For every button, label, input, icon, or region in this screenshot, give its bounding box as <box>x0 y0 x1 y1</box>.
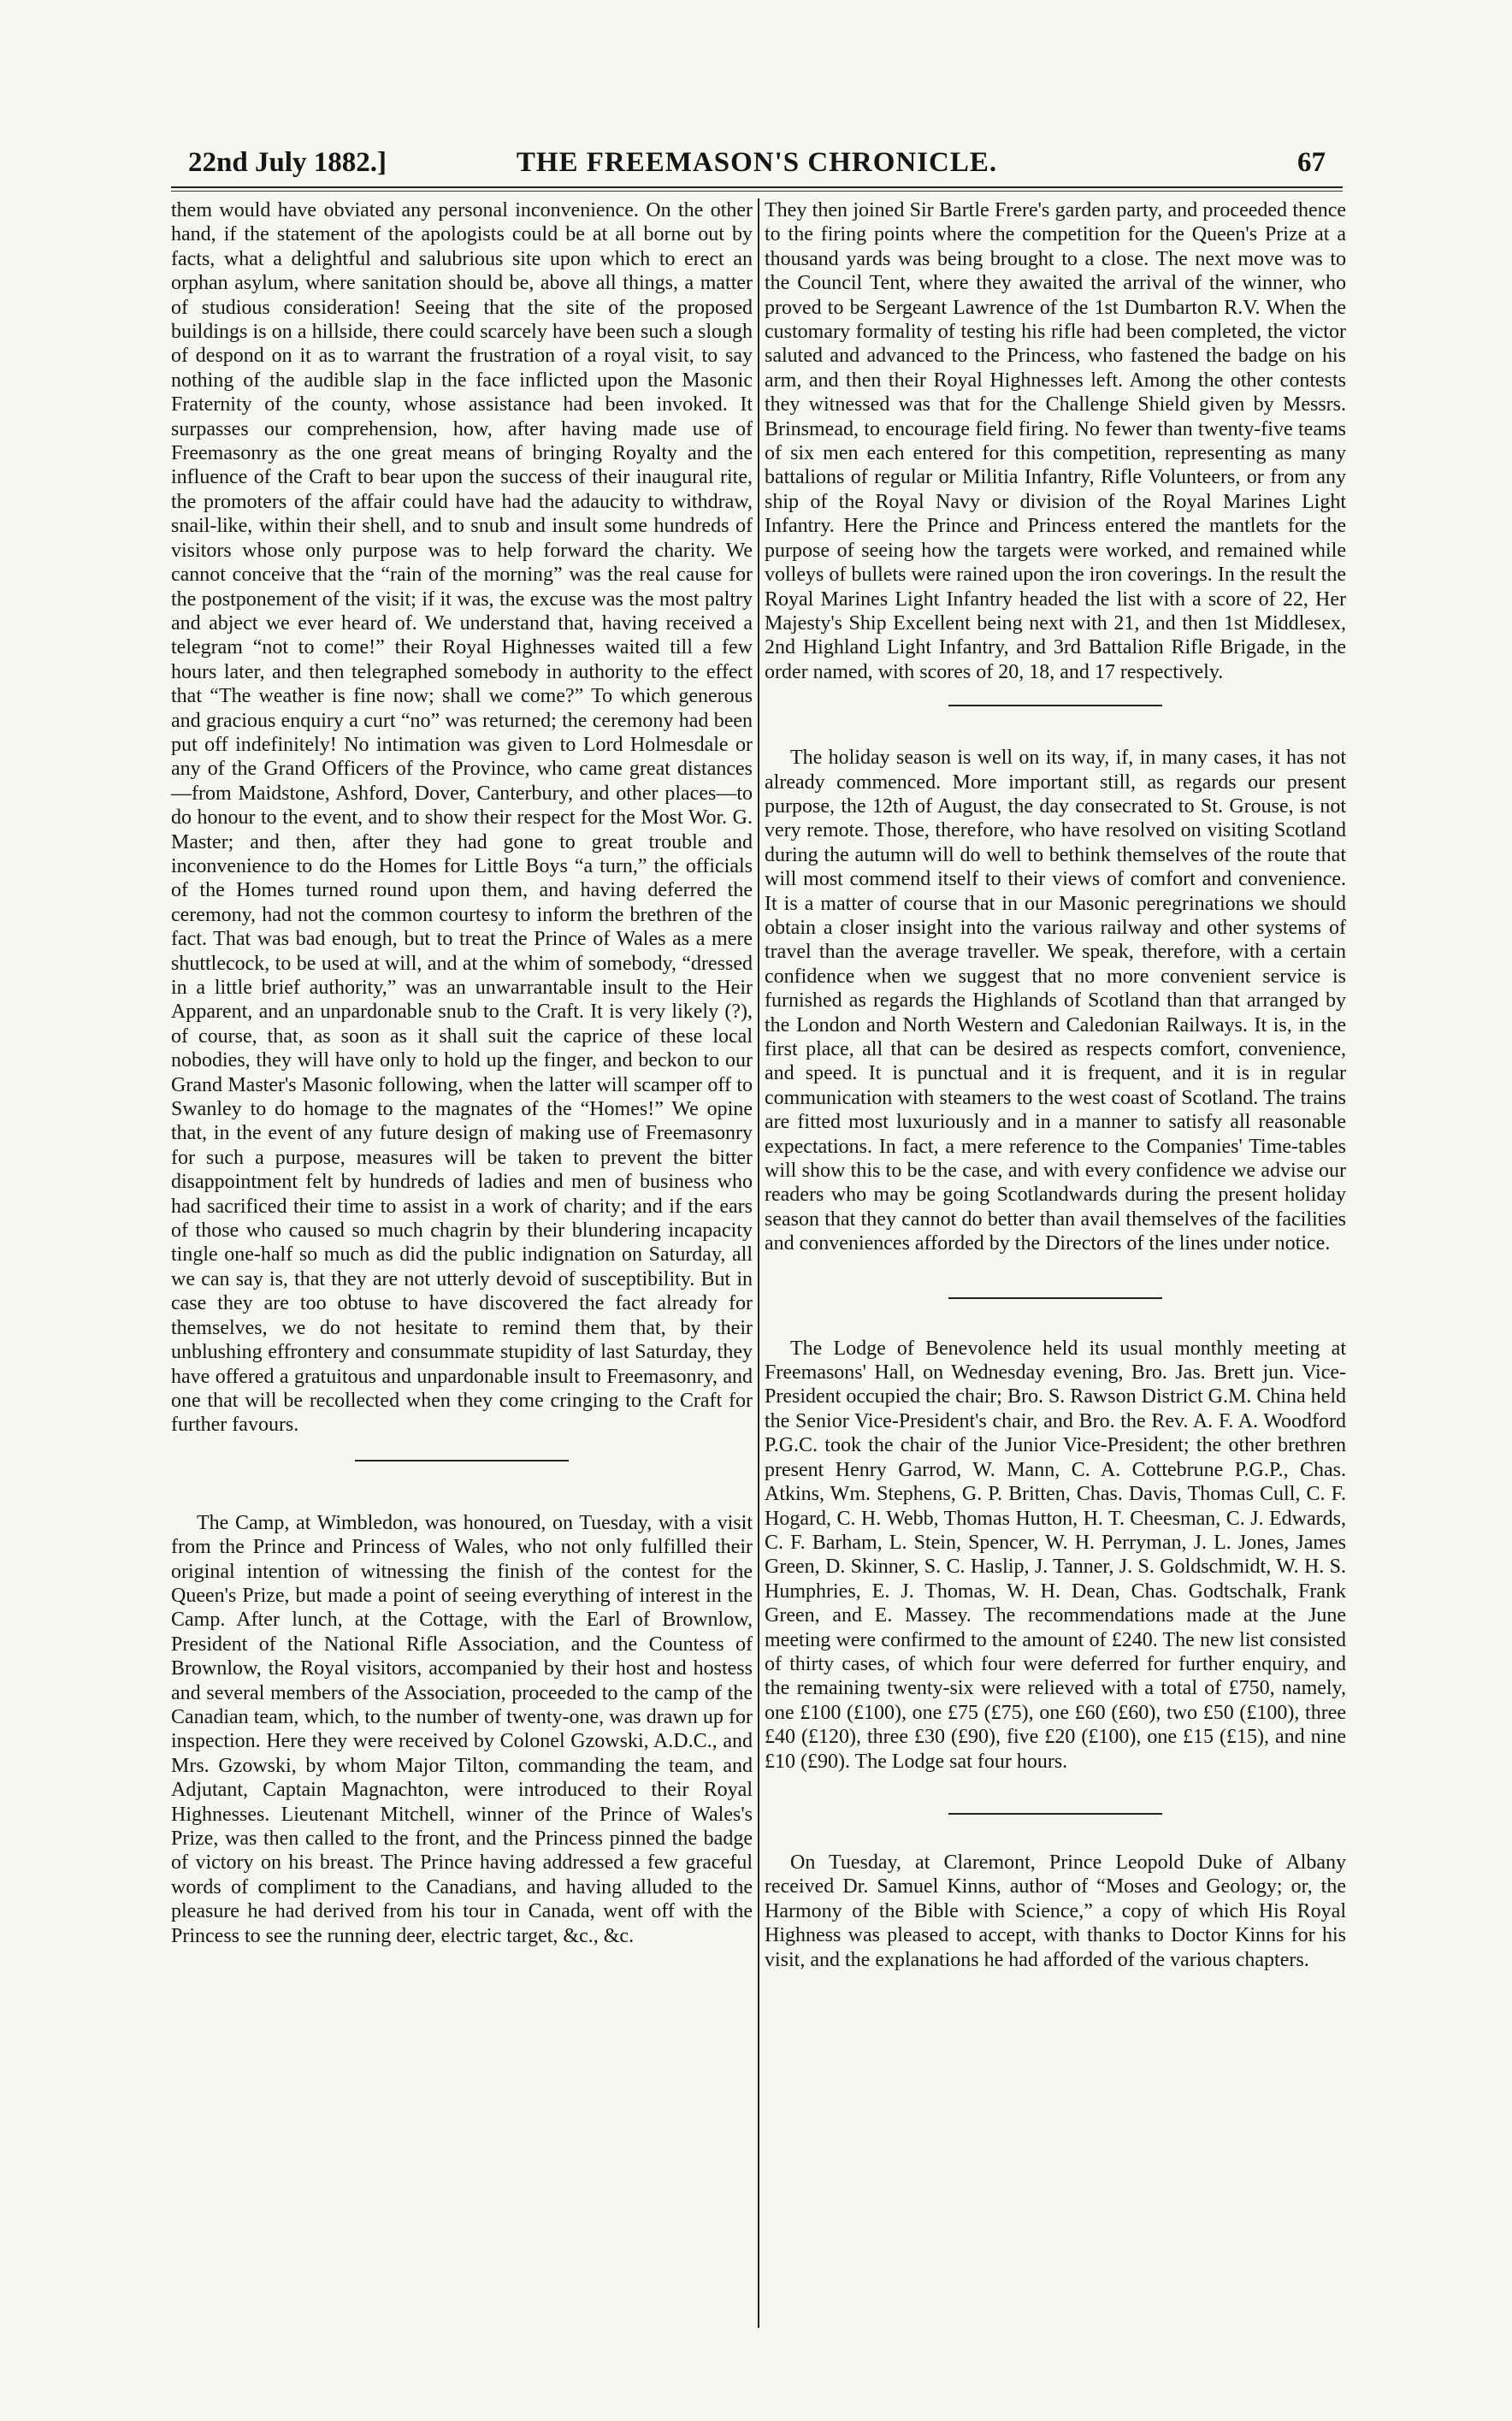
masthead <box>171 141 1343 184</box>
header-rule-thin <box>171 191 1343 192</box>
article-swanley-homes: them would have obviated any personal inconvenience. On the other hand, if the statement of the apologists could be at all borne out by facts, what a delightful and salubrious site upon which to erect an orphan asylum, where sanitation should be, above all things, a matter of studious consideration! Seeing that the site of the proposed buildings is on a hillside, there could scarcely have been such a slough of despond on it as to warrant the frustration of a royal visit, to say nothing of the audible slap in the face inflicted upon the Masonic Fraternity of the county, whose assistance had been invoked. It surpasses our comprehension, how, after having made use of Freemasonry as the one great means of bringing Royalty and the influence of the Craft to bear upon the success of their inaugural rite, the promoters of the affair could have had the adaucity to withdraw, snail-like, within their shell, and to snub and insult some hundreds of visitors whose only purpose was to help forward the charity. We cannot conceive that the “rain of the morning” was the real cause for the postponement of the visit; if it was, the excuse was the most paltry and abject we ever heard of. We understand that, having received a telegram “not to come!” their Royal Highnesses waited till a few hours later, and then telegraphed somebody in authority to the effect that “The weather is fine now; shall we come?” To which generous and gracious enquiry a curt “no” was returned; the ceremony had been put off indefinitely! No intimation was given to Lord Holmesdale or any of the Grand Officers of the Province, who came great distances—from Maidstone, Ashford, Dover, Canterbury, and other places—to do honour to the event, and to show their respect for the Most Wor. G. Master; and then, after they had gone to great trouble and inconvenience to do the Homes for Little Boys “a turn,” the officials of the Homes turned round upon them, and having deferred the ceremony, had not the common courtesy to inform the brethren of the fact. That was bad enough, but to treat the Prince of Wales as a mere shuttlecock, to be used at will, and at the whim of somebody, “dressed in a little brief authority,” was an unwarrantable insult to the Heir Apparent, and an unpardonable snub to the Craft. It is very likely (?), of course, that, as soon as it shall suit the caprice of these local nobodies, they will have only to hold up the finger, and beckon to our Grand Master's Masonic following, when the latter will scamper off to Swanley to do homage to the magnates of the “Homes!” We opine that, in the event of any future design of making use of Freemasonry for such a purpose, measures will be taken to prevent the bitter disappointment felt by hundreds of ladies and men of business who had sacrificed their time to assist in a work of charity; and if the ears of those who caused so much chagrin by their blundering incapacity tingle one-half so much as did the public indignation on Saturday, all we can say is, that they are not utterly devoid of susceptibility. But in case they are too obtuse to have discovered the fact already for themselves, we do not hesitate to remind them that, by their unblushing effrontery and consummate stupidity of last Saturday, they have offered a gratuitous and unpardonable insult to Freemasonry, and one that will be recollected when they come cringing to the Craft for further favours. <box>171 199 753 1437</box>
article-wimbledon-camp: The Camp, at Wimbledon, was honoured, on Tuesday, with a visit from the Prince and Princess of Wales, who not only fulfilled their original intention of witnessing the finish of the contest for the Queen's Prize, but made a point of seeing everything of interest in the Camp. After lunch, at the Cottage, with the Earl of Brownlow, President of the National Rifle Association, and the Countess of Brownlow, the Royal visitors, accompanied by their host and hostess and several members of the Association, proceeded to the camp of the Canadian team, which, to the number of twenty-one, was drawn up for inspection. Here they were received by Colonel Gzowski, A.D.C., and Mrs. Gzowski, by whom Major Tilton, commanding the team, and Adjutant, Captain Magnachton, were introduced to their Royal Highnesses. Lieutenant Mitchell, winner of the Prince of Wales's Prize, was then called to the front, and the Princess pinned the badge of victory on his breast. The Prince having addressed a few graceful words of compliment to the Canadians, and having alluded to the pleasure he had derived from his tour in Canada, went off with the Princess to see the running deer, electric target, &c., &c. <box>171 1511 753 1947</box>
header-rule <box>171 186 1343 188</box>
page-number: 67 <box>1297 147 1326 178</box>
article-holiday-season: The holiday season is well on its way, if, in many cases, it has not already commenced. More important still, as regards our present purpose, the 12th of August, the day consecrated to St. Grouse, is not very remote. Those, therefore, who have resolved on visiting Scotland during the autumn will do well to bethink themselves of the route that will most commend itself to their views of comfort and convenience. It is a matter of course that in our Masonic peregrinations we should obtain a closer insight into the various railway and other systems of travel than the average traveller. We speak, therefore, with a certain confidence when we suggest that no more convenient service is furnished as regards the Highlands of Scotland than that arranged by the London and North Western and Caledonian Railways. It is, in the first place, all that can be desired as respects comfort, convenience, and speed. It is punctual and it is frequent, and it is in regular communication with steamers to the west coast of Scotland. The trains are fitted most luxuriously and in a manner to satisfy all reasonable expectations. In fact, a mere reference to the Companies' Time-tables will show this to be the case, and with every confidence we advise our readers who may be going Scotlandwards during the present holiday season that they cannot do better than avail themselves of the facilities and conveniences afforded by the Directors of the lines under notice. <box>765 747 1346 1255</box>
left-column <box>171 198 753 1948</box>
column-divider <box>758 198 759 2328</box>
right-column <box>765 198 1346 1972</box>
issue-date: 22nd July 1882.] <box>188 147 387 178</box>
article-wimbledon-continued: They then joined Sir Bartle Frere's garden party, and proceeded thence to the firing points where the competition for the Queen's Prize at a thousand yards was being brought to a close. The next move was to the Council Tent, where they awaited the arrival of the winner, who proved to be Sergeant Lawrence of the 1st Dumbarton R.V. When the customary formality of testing his rifle had been completed, the victor saluted and advanced to the Princess, who fastened the badge on his arm, and then their Royal Highnesses left. Among the other contests they witnessed was that for the Challenge Shield given by Messrs. Brinsmead, to encourage field firing. No fewer than twenty-five teams of six men each entered for this competition, representing as many battalions of regular or Militia Infantry, Rifle Volunteers, or from any ship of the Royal Navy or division of the Royal Marines Light Infantry. Here the Prince and Princess entered the mantlets for the purpose of seeing how the targets were worked, and remained while volleys of bullets were rained upon the iron coverings. In the result the Royal Marines Light Infantry headed the list with a score of 22, Her Majesty's Ship Excellent being next with 21, and then 1st Middlesex, 2nd Highland Light Infantry, and 3rd Battalion Rifle Brigade, in the order named, with scores of 20, 18, and 17 respectively. <box>765 199 1346 683</box>
article-claremont-visit: On Tuesday, at Claremont, Prince Leopold Duke of Albany received Dr. Samuel Kinns, author of “Moses and Geology; or, the Harmony of the Bible with Science,” a copy of which His Royal Highness was pleased to accept, with thanks to Doctor Kinns for his visit, and the explanations he had afforded of the various chapters. <box>765 1851 1346 1971</box>
publication-title: THE FREEMASON'S CHRONICLE. <box>516 147 998 178</box>
article-lodge-of-benevolence: The Lodge of Benevolence held its usual monthly meeting at Freemasons' Hall, on Wednesday evening, Bro. Jas. Brett jun. Vice-President occupied the chair; Bro. S. Rawson District G.M. China held the Senior Vice-President's chair, and Bro. the Rev. A. F. A. Woodford P.G.C. took the chair of the Junior Vice-President; the other brethren present Henry Garrod, W. Mann, C. A. Cottebrune P.G.P., Chas. Atkins, Wm. Stephens, G. P. Britten, Chas. Davis, Thomas Cull, C. F. Hogard, C. H. Webb, Thomas Hutton, H. T. Cheesman, C. J. Edwards, C. F. Barham, L. Stein, Spencer, W. H. Perryman, J. L. Jones, James Green, D. Skinner, S. C. Haslip, J. Tanner, J. S. Goldschmidt, W. H. S. Humphries, E. J. Thomas, W. H. Dean, Chas. Godtschalk, Frank Green, and E. Massey. The recommendations made at the June meeting were confirmed to the amount of £240. The new list consisted of thirty cases, of which four were deferred for further enquiry, and the remaining twenty-six were relieved with a total of £750, namely, one £100 (£100), one £75 (£75), one £60 (£60), two £50 (£100), three £40 (£120), three £30 (£90), five £20 (£100), one £15 (£15), and nine £10 (£90). The Lodge sat four hours. <box>765 1337 1346 1773</box>
